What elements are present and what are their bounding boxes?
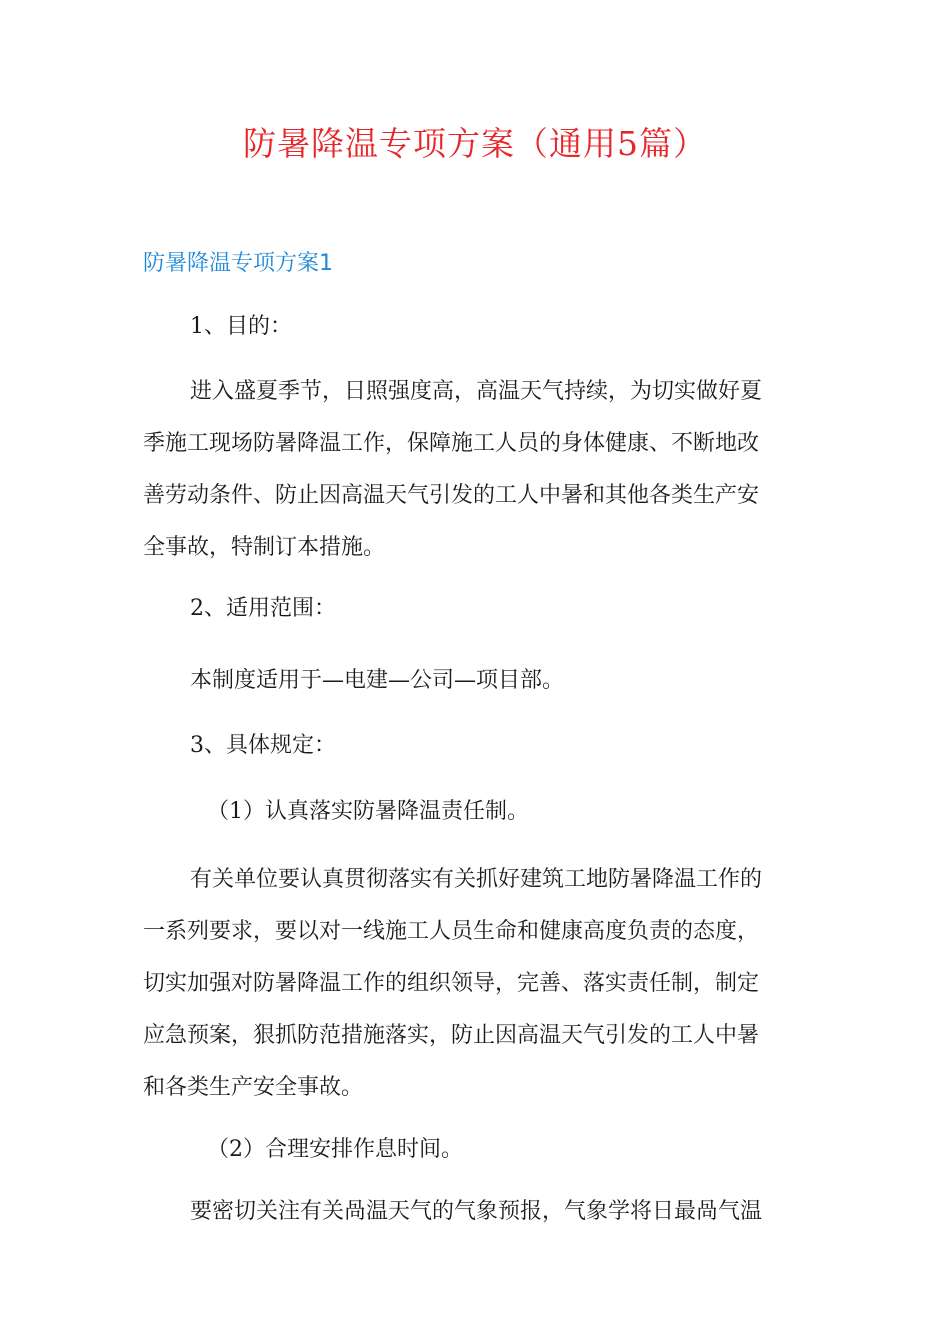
- paragraph-line: 要密切关注有关咼温天气的气象预报，气象学将日最咼气温: [190, 1199, 763, 1224]
- rule2-heading-block: [143, 1124, 813, 1176]
- paragraph-line: 季施工现场防暑降温工作，保障施工人员的身体健康、不断地改: [143, 431, 760, 456]
- purpose-paragraph: [143, 366, 813, 574]
- rule1-paragraph: [143, 854, 813, 1114]
- rules-heading-block: [143, 720, 813, 772]
- paragraph-line: 一系列要求，要以对一线施工人员生命和健康高度负责的态度，: [143, 919, 760, 944]
- rule1-heading: （1）认真落实防暑降温责任制。: [207, 799, 529, 824]
- purpose-heading-block: [143, 301, 813, 353]
- paragraph-line: 善劳动条件、防止因高温天气引发的工人中暑和其他各类生产安: [143, 483, 760, 508]
- purpose-heading: 1、目的：: [190, 314, 292, 339]
- paragraph-line: 有关单位要认真贯彻落实有关抓好建筑工地防暑降温工作的: [190, 867, 763, 892]
- document-title: 防暑降温专项方案（通用5篇）: [243, 124, 707, 163]
- rule2-paragraph: [143, 1186, 813, 1238]
- paragraph-line: 和各类生产安全事故。: [143, 1075, 364, 1100]
- scope-paragraph: [143, 655, 813, 707]
- paragraph-line: 切实加强对防暑降温工作的组织领导，完善、落实责任制，制定: [143, 971, 760, 996]
- paragraph-line: 本制度适用于—电建—公司—项目部。: [190, 668, 565, 693]
- scope-heading-block: [143, 583, 813, 635]
- rules-heading: 3、具体规定：: [190, 733, 336, 758]
- section-heading: 防暑降温专项方案1: [143, 251, 333, 276]
- paragraph-line: 进入盛夏季节，日照强度高，高温天气持续，为切实做好夏: [190, 379, 763, 404]
- paragraph-line: 全事故，特制订本措施。: [143, 535, 386, 560]
- scope-heading: 2、适用范围：: [190, 596, 336, 621]
- paragraph-line: 应急预案，狠抓防范措施落实，防止因高温天气引发的工人中暑: [143, 1023, 760, 1048]
- rule2-heading: （2）合理安排作息时间。: [207, 1137, 463, 1162]
- rule1-heading-block: [143, 786, 813, 838]
